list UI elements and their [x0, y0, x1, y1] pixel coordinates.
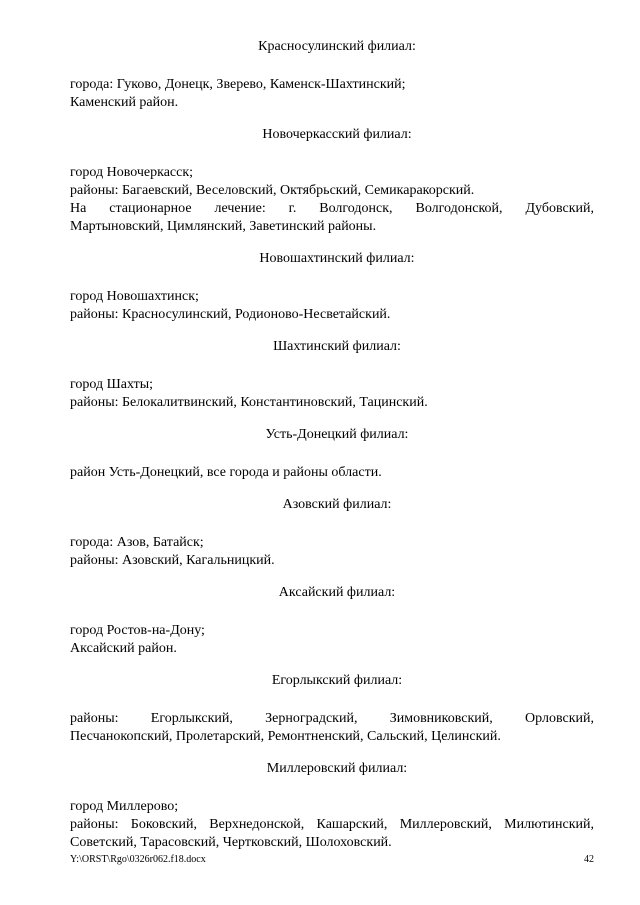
section-line: На стационарное лечение: г. Волгодонск, Волгодонской, Дубовский, — [70, 201, 594, 216]
section-line: Советский, Тарасовский, Чертковский, Шолоховский. — [70, 835, 392, 850]
section-egorlyksky — [70, 672, 594, 746]
section-line: город Шахты; — [70, 377, 154, 392]
section-title: Аксайский филиал: — [278, 585, 396, 600]
section-novocherkassky — [70, 126, 594, 236]
section-title: Шахтинский филиал: — [273, 339, 401, 354]
section-title: Миллеровский филиал: — [266, 761, 408, 776]
section-line: город Новошахтинск; — [70, 289, 199, 304]
section-line: Мартыновский, Цимлянский, Заветинский районы. — [70, 219, 377, 234]
section-line: районы: Красносулинский, Родионово-Несветайский. — [70, 307, 391, 322]
section-line: город Новочеркасск; — [70, 165, 194, 180]
section-aksaysky — [70, 584, 594, 658]
section-title: Красносулинский филиал: — [258, 39, 416, 54]
file-path: Y:\ORST\Rgo\0326r062.f18.docx — [70, 854, 206, 865]
document-page — [70, 38, 594, 852]
section-millerovsky — [70, 760, 594, 852]
section-line: районы: Белокалитвинский, Константиновский, Тацинский. — [70, 395, 428, 410]
section-title: Новошахтинский филиал: — [259, 251, 415, 266]
section-line: город Миллерово; — [70, 799, 179, 814]
section-title: Азовский филиал: — [282, 497, 392, 512]
section-krasnosulinsky — [70, 38, 594, 112]
section-azovsky — [70, 496, 594, 570]
section-line: районы: Егорлыкский, Зерноградский, Зимовниковский, Орловский, — [70, 711, 594, 726]
section-ust-donetsky — [70, 426, 594, 482]
section-line: Каменский район. — [70, 95, 179, 110]
section-line: города: Гуково, Донецк, Зверево, Каменск-Шахтинский; — [70, 77, 406, 92]
section-line: районы: Боковский, Верхнедонской, Кашарский, Миллеровский, Милютинский, — [70, 817, 594, 832]
section-line: районы: Азовский, Кагальницкий. — [70, 553, 275, 568]
section-title: Егорлыкский филиал: — [271, 673, 403, 688]
section-line: районы: Багаевский, Веселовский, Октябрьский, Семикаракорский. — [70, 183, 475, 198]
section-line: Песчанокопский, Пролетарский, Ремонтненский, Сальский, Целинский. — [70, 729, 501, 744]
section-novoshakhtinsky — [70, 250, 594, 324]
section-line: Аксайский район. — [70, 641, 177, 656]
section-line: города: Азов, Батайск; — [70, 535, 204, 550]
page-number: 42 — [584, 854, 594, 865]
section-shakhtinsky — [70, 338, 594, 412]
section-line: район Усть-Донецкий, все города и районы области. — [70, 465, 382, 480]
section-title: Новочеркасский филиал: — [262, 127, 412, 142]
section-title: Усть-Донецкий филиал: — [265, 427, 409, 442]
section-line: город Ростов-на-Дону; — [70, 623, 205, 638]
